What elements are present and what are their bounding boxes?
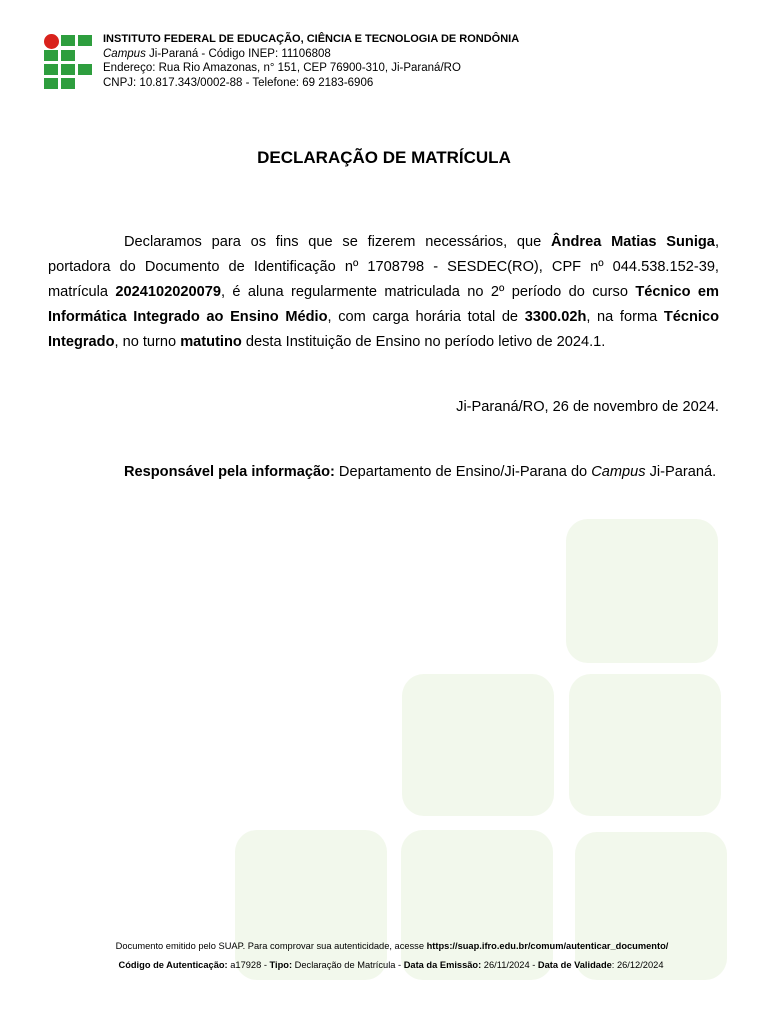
campus-label: Campus <box>103 47 146 60</box>
campus-line <box>103 47 519 62</box>
watermark-block-mid-right <box>569 674 721 816</box>
declaration-text: desta Instituição de Ensino no período letivo de 2024.1. <box>241 334 606 350</box>
logo-square <box>78 35 92 46</box>
declaration-paragraph <box>48 230 719 355</box>
logo-square <box>61 50 75 61</box>
responsible-label: Responsável pela informação: <box>124 464 335 480</box>
logo-square <box>44 78 58 89</box>
responsible-text: Ji-Paraná. <box>645 464 717 480</box>
logo-square <box>78 64 92 75</box>
footer-authenticity <box>0 941 768 951</box>
declaration-text: , na forma <box>586 309 664 325</box>
logo-square <box>44 50 58 61</box>
watermark-block-bottom-1 <box>235 830 387 980</box>
course-form: Técnico Integrado <box>48 309 720 350</box>
footer-details <box>0 960 768 970</box>
address-line: Endereço: Rua Rio Amazonas, n° 151, CEP 76900-310, Ji-Paraná/RO <box>103 62 461 74</box>
logo-square <box>61 64 75 75</box>
student-name: Ândrea Matias Suniga <box>551 234 715 250</box>
validity-value: : 26/12/2024 <box>611 960 664 970</box>
responsible-paragraph <box>48 460 719 485</box>
logo-square <box>44 64 58 75</box>
course-name: Técnico em Informática Integrado ao Ensino Médio <box>48 284 719 325</box>
watermark-block-bottom-3 <box>575 832 727 980</box>
logo-square <box>61 35 75 46</box>
document-title: DECLARAÇÃO DE MATRÍCULA <box>257 148 511 167</box>
cnpj-line: CNPJ: 10.817.343/0002-88 - Telefone: 69 2183-6906 <box>103 76 374 89</box>
issue-label: Data da Emissão: <box>403 960 482 970</box>
issue-value: 26/11/2024 - <box>481 960 538 970</box>
logo-red-dot <box>44 34 59 49</box>
registration-number: 2024102020079 <box>115 284 221 300</box>
institution-logo <box>43 33 93 89</box>
course-hours: 3300.02h <box>524 309 587 325</box>
responsible-campus: Campus <box>591 464 646 480</box>
course-shift: matutino <box>180 334 242 350</box>
declaration-text: , no turno <box>114 334 181 350</box>
watermark-block-bottom-2 <box>401 830 553 980</box>
declaration-text: , é aluna regularmente matriculada no 2º período do curso <box>220 284 636 300</box>
authentication-link[interactable]: https://suap.ifro.edu.br/comum/autenticar_documento/ <box>426 941 669 951</box>
logo-square <box>61 78 75 89</box>
institution-name: INSTITUTO FEDERAL DE EDUCAÇÃO, CIÊNCIA E TECNOLOGIA DE RONDÔNIA <box>103 33 520 45</box>
responsible-text: Departamento de Ensino/Ji-Parana do <box>334 464 592 480</box>
declaration-text: Declaramos para os fins que se fizerem necessários, que <box>124 234 552 250</box>
institution-header <box>103 32 519 90</box>
declaration-text: , portadora do Documento de Identificação nº 1708798 - SESDEC(RO), CPF nº 044.538.152-39, matrícula <box>48 234 719 300</box>
footer-text: Documento emitido pelo SUAP. Para comprovar sua autenticidade, acesse <box>115 941 427 951</box>
code-value: a17928 - <box>227 960 270 970</box>
watermark-block-top <box>566 519 718 663</box>
code-label: Código de Autenticação: <box>118 960 228 970</box>
campus-info: Ji-Paraná - Código INEP: 11106808 <box>145 47 331 60</box>
place-date: Ji-Paraná/RO, 26 de novembro de 2024. <box>456 399 719 415</box>
declaration-text: , com carga horária total de <box>327 309 525 325</box>
validity-label: Data de Validade <box>537 960 612 970</box>
watermark-block-mid-left <box>402 674 554 816</box>
type-label: Tipo: <box>269 960 293 970</box>
type-value: Declaração de Matrícula - <box>292 960 404 970</box>
